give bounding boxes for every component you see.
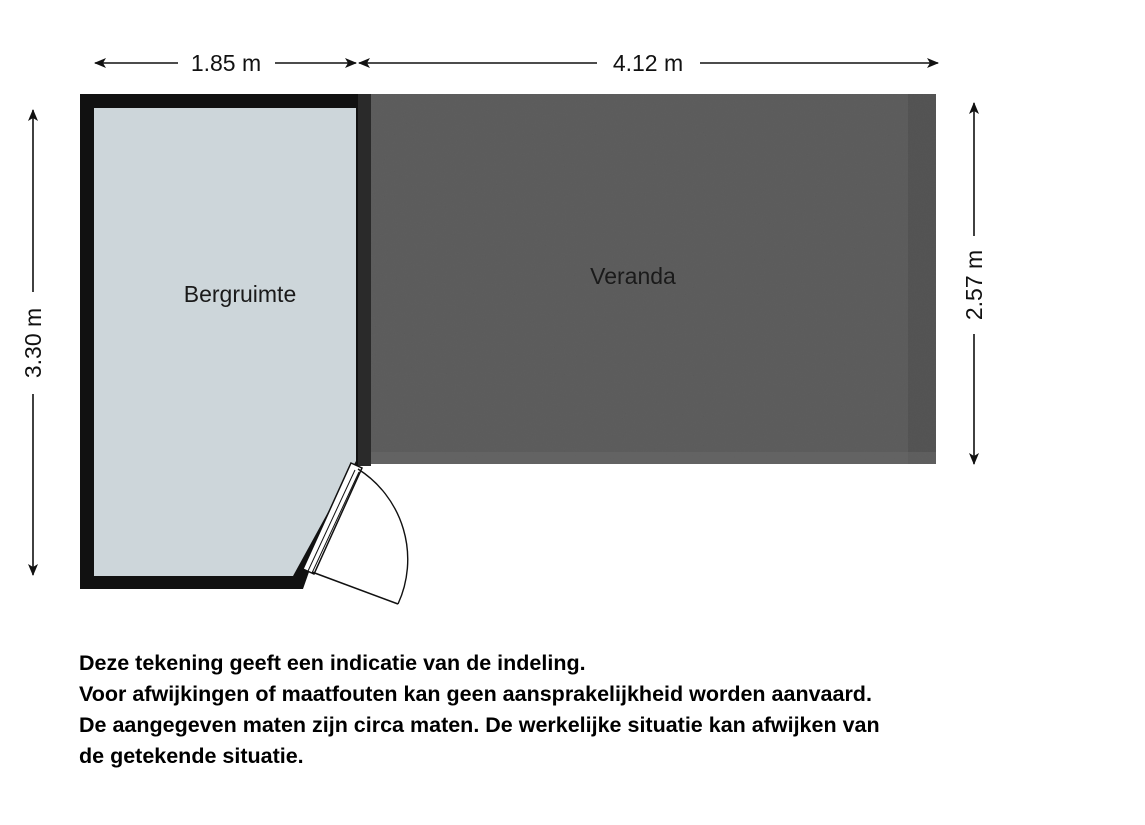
dim-label-bergruimte-depth: 3.30 m: [20, 307, 46, 379]
dimension-veranda-width: [359, 50, 938, 76]
bergruimte-label: Bergruimte: [183, 281, 297, 307]
disclaimer-line: De aangegeven maten zijn circa maten. De werkelijke situatie kan afwijken van: [79, 713, 880, 737]
dim-label-bergruimte-width: 1.85 m: [190, 50, 262, 76]
dim-label-veranda-depth: 2.57 m: [961, 249, 987, 321]
disclaimer-line: de getekende situatie.: [79, 744, 304, 768]
door-swing-arc: [358, 469, 408, 604]
veranda-bottom-shade: [357, 452, 936, 464]
bergruimte-room: [80, 94, 358, 589]
veranda-label: Veranda: [590, 263, 676, 289]
dim-label-veranda-width: 4.12 m: [612, 50, 684, 76]
door-leaf: [312, 572, 398, 604]
veranda-room: [357, 94, 936, 464]
disclaimer-text: [79, 648, 1139, 772]
disclaimer-line: Deze tekening geeft een indicatie van de indeling.: [79, 651, 586, 675]
disclaimer-line: Voor afwijkingen of maatfouten kan geen aansprakelijkheid worden aanvaard.: [79, 682, 872, 706]
partition-wall: [356, 94, 371, 466]
dimension-bergruimte-width: [95, 50, 356, 76]
dimension-bergruimte-depth: [20, 110, 46, 575]
veranda-edge-shade: [908, 94, 936, 464]
dimension-veranda-depth: [961, 103, 987, 464]
bergruimte-floor: [94, 108, 356, 576]
